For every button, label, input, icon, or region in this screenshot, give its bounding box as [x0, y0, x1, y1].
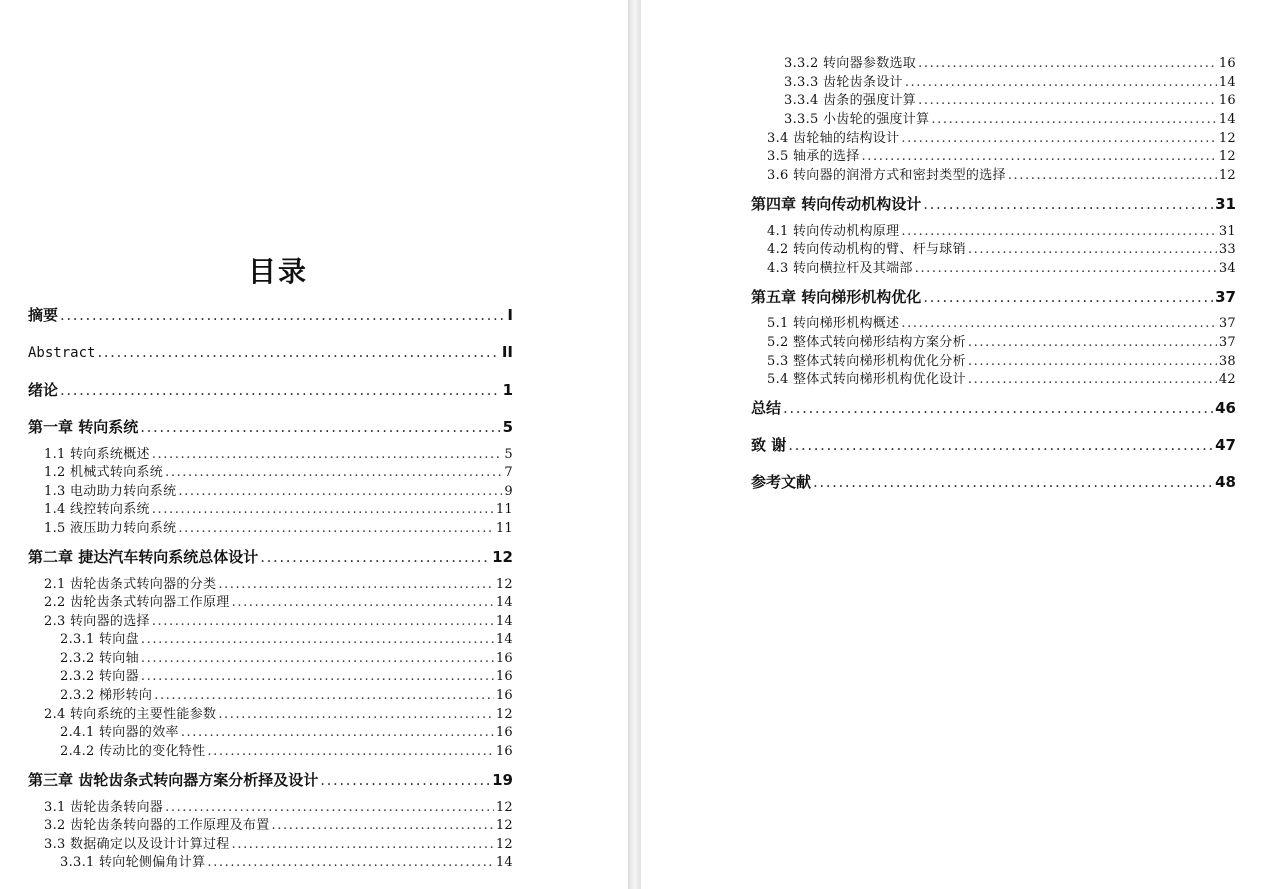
toc-entry-title: 3.2 齿轮齿条转向器的工作原理及布置: [44, 818, 270, 833]
toc-leader-dots: [141, 631, 494, 649]
toc-leader-dots: [60, 306, 505, 324]
toc-leader-dots: [152, 501, 494, 519]
toc-entry: [60, 724, 513, 742]
toc-entry: [767, 223, 1236, 241]
toc-entry: [44, 799, 513, 817]
toc-entry: [44, 613, 513, 631]
toc-entry-title: 摘要: [28, 306, 59, 324]
toc-entry: [44, 706, 513, 724]
toc-page-number: 11: [495, 502, 513, 517]
toc-entry-title: 3.5 轴承的选择: [767, 149, 860, 164]
toc-entry-title: 第二章 捷达汽车转向系统总体设计: [28, 548, 259, 566]
toc-leader-dots: [60, 381, 501, 399]
toc-entry-title: 1.3 电动助力转向系统: [44, 484, 177, 499]
toc-entry: [44, 817, 513, 835]
toc-entry: [60, 650, 513, 668]
toc-entry: [784, 55, 1236, 73]
toc-page-number: 11: [495, 521, 513, 536]
toc-page-number: 12: [495, 707, 513, 722]
toc-entry-title: 致 谢: [751, 436, 787, 454]
toc-entry: [767, 334, 1236, 352]
toc-page-number: 12: [495, 577, 513, 592]
toc-leader-dots: [862, 148, 1217, 166]
toc-entry: [767, 315, 1236, 333]
toc-leader-dots: [783, 399, 1213, 417]
toc-entry-title: 第五章 转向梯形机构优化: [751, 288, 922, 306]
toc-leader-dots: [1008, 167, 1217, 185]
toc-page-number: 47: [1215, 436, 1236, 454]
toc-leader-dots: [154, 687, 494, 705]
toc-leader-dots: [918, 92, 1217, 110]
toc-entry-title: 3.4 齿轮轴的结构设计: [767, 131, 900, 146]
toc-leader-dots: [320, 771, 490, 789]
toc-entry-title: 2.3.2 梯形转向: [60, 688, 153, 703]
toc-leader-dots: [905, 74, 1217, 92]
toc-entry: [60, 668, 513, 686]
toc-heading-entry: [28, 306, 513, 324]
toc-entry: [44, 464, 513, 482]
toc-entry-title: Abstract: [28, 345, 96, 361]
toc-entry-title: 绪论: [28, 381, 59, 399]
toc-page-number: 46: [1215, 399, 1236, 417]
toc-page-number: 14: [495, 632, 513, 647]
toc-entry-title: 5.4 整体式转向梯形机构优化设计: [767, 372, 966, 387]
toc-leader-dots: [968, 334, 1217, 352]
toc-heading-entry: [751, 399, 1236, 417]
toc-page-number: 14: [1218, 75, 1236, 90]
toc-page-number: 37: [1218, 335, 1236, 350]
toc-entry-title: 1.2 机械式转向系统: [44, 465, 164, 480]
toc-entry-title: 2.3.1 转向盘: [60, 632, 139, 647]
toc-page-number: 37: [1218, 316, 1236, 331]
toc-page-number: 12: [495, 837, 513, 852]
toc-leader-dots: [901, 130, 1216, 148]
toc-entry-title: 5.2 整体式转向梯形结构方案分析: [767, 335, 966, 350]
toc-leader-dots: [207, 854, 493, 872]
toc-page-number: 34: [1218, 261, 1236, 276]
toc-leader-dots: [141, 650, 494, 668]
toc-entry-title: 5.1 转向梯形机构概述: [767, 316, 900, 331]
toc-entry: [60, 631, 513, 649]
toc-leader-dots: [260, 548, 490, 566]
toc-leader-dots: [152, 446, 503, 464]
toc-page-number: 12: [495, 818, 513, 833]
toc-leader-dots: [272, 817, 494, 835]
toc-entry: [767, 241, 1236, 259]
toc-entry: [767, 130, 1236, 148]
toc-entry: [767, 167, 1236, 185]
toc-page-number: 16: [495, 688, 513, 703]
toc-page-number: 14: [1218, 112, 1236, 127]
toc-leader-dots: [232, 836, 494, 854]
toc-entry: [44, 501, 513, 519]
toc-entry: [767, 148, 1236, 166]
toc-heading-entry: [28, 343, 513, 361]
toc-page-number: 31: [1215, 195, 1236, 213]
toc-entry-title: 3.3.1 转向轮侧偏角计算: [60, 855, 206, 870]
toc-entry-title: 4.3 转向横拉杆及其端部: [767, 261, 913, 276]
toc-page-number: I: [507, 306, 513, 324]
toc-entry-title: 3.1 齿轮齿条转向器: [44, 800, 164, 815]
toc-leader-dots: [232, 594, 494, 612]
toc-leader-dots: [813, 473, 1213, 491]
toc-entry: [60, 687, 513, 705]
toc-page-number: 33: [1218, 242, 1236, 257]
toc-entry-title: 2.2 齿轮齿条式转向器工作原理: [44, 595, 230, 610]
toc-page-number: 9: [504, 484, 513, 499]
toc-page-number: 16: [495, 651, 513, 666]
toc-leader-dots: [918, 55, 1217, 73]
toc-page-number: 12: [495, 800, 513, 815]
toc-entry-title: 4.1 转向传动机构原理: [767, 224, 900, 239]
toc-entry: [784, 92, 1236, 110]
toc-heading-entry: [28, 381, 513, 399]
page-gutter: [628, 0, 641, 889]
toc-leader-dots: [901, 223, 1216, 241]
toc-heading-entry: [751, 473, 1236, 491]
toc-entry: [44, 483, 513, 501]
toc-leader-dots: [931, 111, 1216, 129]
toc-leader-dots: [923, 288, 1213, 306]
toc-entry: [60, 854, 513, 872]
toc-leader-dots: [141, 668, 494, 686]
toc-entry-title: 5.3 整体式转向梯形机构优化分析: [767, 354, 966, 369]
toc-page-number: 14: [495, 614, 513, 629]
toc-leader-dots: [923, 195, 1213, 213]
toc-entry: [767, 371, 1236, 389]
toc-entry-title: 2.4 转向系统的主要性能参数: [44, 707, 217, 722]
toc-entry-title: 2.3 转向器的选择: [44, 614, 150, 629]
toc-page-number: 16: [1218, 93, 1236, 108]
toc-entry-title: 4.2 转向传动机构的臂、杆与球销: [767, 242, 966, 257]
toc-entry-title: 3.6 转向器的润滑方式和密封类型的选择: [767, 168, 1006, 183]
toc-page-number: 14: [495, 855, 513, 870]
toc-page-number: 16: [495, 669, 513, 684]
toc-entry-title: 参考文献: [751, 473, 812, 491]
toc-entry: [44, 446, 513, 464]
toc-page-number: 14: [495, 595, 513, 610]
toc-page-number: 16: [1218, 56, 1236, 71]
toc-page-number: 12: [1218, 168, 1236, 183]
toc-entry-title: 2.1 齿轮齿条式转向器的分类: [44, 577, 217, 592]
toc-leader-dots: [218, 576, 494, 594]
toc-entry-title: 1.4 线控转向系统: [44, 502, 150, 517]
toc-heading-entry: [28, 418, 513, 436]
toc-leader-dots: [207, 743, 493, 761]
toc-entry-title: 3.3.2 转向器参数选取: [784, 56, 917, 71]
toc-entry-title: 2.4.1 转向器的效率: [60, 725, 179, 740]
toc-entry-title: 1.5 液压助力转向系统: [44, 521, 177, 536]
toc-page-number: 12: [492, 548, 513, 566]
toc-page-number: II: [501, 343, 513, 361]
toc-entry: [784, 111, 1236, 129]
toc-entry-title: 3.3.3 齿轮齿条设计: [784, 75, 903, 90]
toc-leader-dots: [218, 706, 494, 724]
toc-page-number: 42: [1218, 372, 1236, 387]
toc-page-number: 38: [1218, 354, 1236, 369]
toc-entry: [44, 594, 513, 612]
toc-entry-title: 第三章 齿轮齿条式转向器方案分析择及设计: [28, 771, 319, 789]
toc-entry: [60, 743, 513, 761]
toc-entry-title: 2.3.2 转向器: [60, 669, 139, 684]
toc-page-number: 16: [495, 725, 513, 740]
toc-title: 目录: [247, 255, 308, 288]
toc-page-number: 16: [495, 744, 513, 759]
toc-heading-entry: [28, 548, 513, 566]
toc-page-number: 5: [504, 447, 513, 462]
right-page: [641, 0, 1265, 889]
toc-leader-dots: [901, 315, 1216, 333]
toc-entry-title: 1.1 转向系统概述: [44, 447, 150, 462]
toc-entry: [767, 353, 1236, 371]
toc-entry-title: 第一章 转向系统: [28, 418, 139, 436]
toc-entry: [44, 836, 513, 854]
toc-leader-dots: [178, 520, 493, 538]
toc-page-number: 48: [1215, 473, 1236, 491]
toc-entry-title: 第四章 转向传动机构设计: [751, 195, 922, 213]
toc-entry-title: 3.3.5 小齿轮的强度计算: [784, 112, 930, 127]
toc-entry: [44, 520, 513, 538]
toc-entry: [784, 74, 1236, 92]
toc-leader-dots: [968, 353, 1217, 371]
toc-entry-title: 总结: [751, 399, 782, 417]
toc-entry: [44, 576, 513, 594]
toc-leader-dots: [181, 724, 494, 742]
toc-leader-dots: [968, 241, 1217, 259]
toc-leader-dots: [178, 483, 502, 501]
toc-page-number: 37: [1215, 288, 1236, 306]
toc-entry-title: 2.4.2 传动比的变化特性: [60, 744, 206, 759]
toc-page-number: 12: [1218, 131, 1236, 146]
toc-heading-entry: [751, 436, 1236, 454]
toc-page-number: 7: [504, 465, 513, 480]
toc-page-number: 5: [502, 418, 513, 436]
toc-entry-title: 2.3.2 转向轴: [60, 651, 139, 666]
toc-leader-dots: [140, 418, 500, 436]
toc-leader-dots: [165, 464, 502, 482]
toc-leader-dots: [165, 799, 494, 817]
toc-heading-entry: [751, 288, 1236, 306]
toc-heading-entry: [751, 195, 1236, 213]
toc-page-number: 1: [502, 381, 513, 399]
toc-entry-title: 3.3 数据确定以及设计计算过程: [44, 837, 230, 852]
toc-leader-dots: [788, 436, 1213, 454]
toc-page-number: 12: [1218, 149, 1236, 164]
toc-leader-dots: [97, 343, 499, 361]
toc-page-number: 31: [1218, 224, 1236, 239]
toc-entry: [767, 260, 1236, 278]
toc-leader-dots: [968, 371, 1217, 389]
toc-leader-dots: [915, 260, 1217, 278]
toc-heading-entry: [28, 771, 513, 789]
toc-leader-dots: [152, 613, 494, 631]
toc-page-number: 19: [492, 771, 513, 789]
toc-entry-title: 3.3.4 齿条的强度计算: [784, 93, 917, 108]
left-page: [0, 0, 628, 889]
